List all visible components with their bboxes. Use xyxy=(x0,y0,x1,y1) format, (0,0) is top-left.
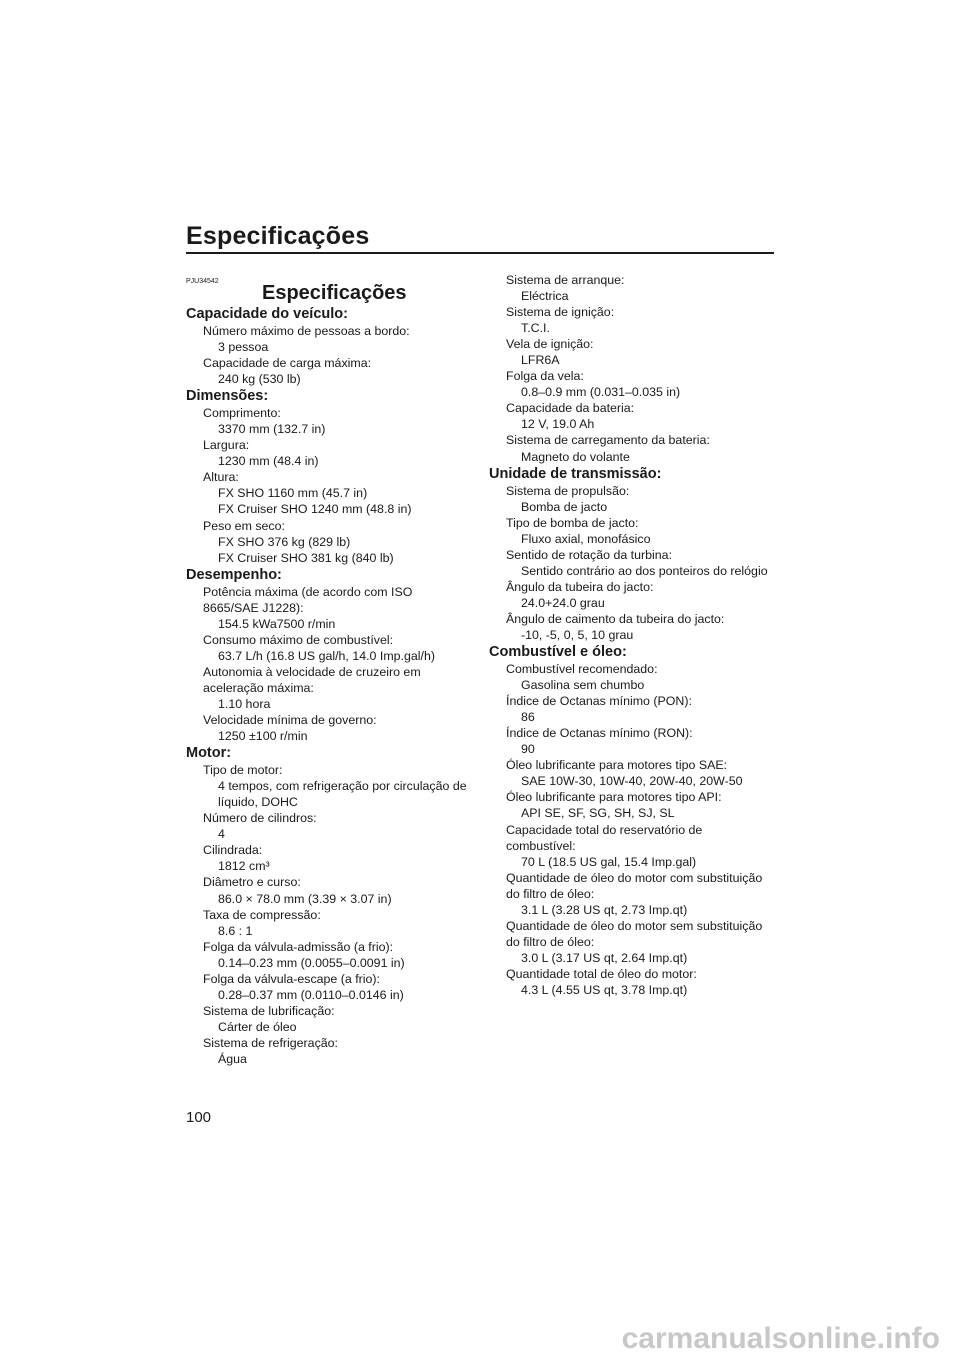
spec-label: Altura: xyxy=(203,470,239,485)
spec-label: Combustível recomendado: xyxy=(506,662,658,677)
spec-label: Velocidade mínima de governo: xyxy=(203,713,377,728)
spec-value: Bomba de jacto xyxy=(521,499,608,514)
spec-value: Água xyxy=(218,1051,247,1066)
spec-value: 4 tempos, com refrigeração por circulação de xyxy=(218,779,467,794)
spec-value: Sentido contrário ao dos ponteiros do relógio xyxy=(521,563,768,578)
spec-value: API SE, SF, SG, SH, SJ, SL xyxy=(521,806,675,821)
spec-value: Magneto do volante xyxy=(521,449,630,464)
spec-group-heading: Desempenho: xyxy=(186,566,282,583)
spec-label: Tipo de motor: xyxy=(203,763,283,778)
spec-group-heading: Dimensões: xyxy=(186,388,269,405)
spec-label: Tipo de bomba de jacto: xyxy=(506,515,639,530)
spec-label: Sistema de ignição: xyxy=(506,305,615,320)
spec-value: 90 xyxy=(521,742,535,757)
spec-value: SAE 10W-30, 10W-40, 20W-40, 20W-50 xyxy=(521,774,743,789)
spec-label: Sistema de propulsão: xyxy=(506,483,630,498)
spec-value: 0.28–0.37 mm (0.0110–0.0146 in) xyxy=(218,987,404,1002)
spec-label: Sistema de lubrificação: xyxy=(203,1003,335,1018)
spec-label: Sistema de arranque: xyxy=(506,273,625,287)
spec-label: 8665/SAE J1228): xyxy=(203,600,304,615)
spec-value: LFR6A xyxy=(521,353,560,368)
spec-label: Sistema de refrigeração: xyxy=(203,1035,338,1050)
spec-value: 1230 mm (48.4 in) xyxy=(218,454,319,469)
spec-label: Comprimento: xyxy=(203,406,281,421)
spec-value: 3370 mm (132.7 in) xyxy=(218,422,326,437)
spec-value: 1812 cm³ xyxy=(218,859,270,874)
spec-value: FX Cruiser SHO 381 kg (840 lb) xyxy=(218,550,394,565)
spec-value: líquido, DOHC xyxy=(218,795,298,810)
title-rule xyxy=(186,252,774,254)
spec-label: Quantidade de óleo do motor sem substituição xyxy=(506,918,763,933)
spec-label: do filtro de óleo: xyxy=(506,886,595,901)
spec-label: Folga da vela: xyxy=(506,369,584,384)
spec-value: 12 V, 19.0 Ah xyxy=(521,417,595,432)
spec-value: 4 xyxy=(218,827,225,842)
spec-value: 1250 ±100 r/min xyxy=(218,729,308,744)
spec-value: FX Cruiser SHO 1240 mm (48.8 in) xyxy=(218,502,412,517)
spec-value: 3.0 L (3.17 US qt, 2.64 Imp.qt) xyxy=(521,950,688,965)
spec-label: Autonomia à velocidade de cruzeiro em xyxy=(203,664,421,679)
spec-label: Diâmetro e curso: xyxy=(203,875,301,890)
spec-label: Número de cilindros: xyxy=(203,811,317,826)
spec-group-heading: Unidade de transmissão: xyxy=(489,465,662,482)
spec-value: 86 xyxy=(521,710,535,725)
spec-label: Peso em seco: xyxy=(203,518,285,533)
spec-label: Capacidade de carga máxima: xyxy=(203,356,372,371)
page-title: Especificações xyxy=(186,222,370,250)
left-column xyxy=(186,305,476,1067)
spec-value: 70 L (18.5 US gal, 15.4 Imp.gal) xyxy=(521,854,697,869)
spec-value: FX SHO 1160 mm (45.7 in) xyxy=(218,486,368,501)
spec-label: Índice de Octanas mínimo (PON): xyxy=(506,694,692,709)
spec-label: Capacidade total do reservatório de xyxy=(506,822,703,837)
spec-value: 24.0+24.0 grau xyxy=(521,595,605,610)
right-column xyxy=(489,272,779,998)
spec-value: 86.0 × 78.0 mm (3.39 × 3.07 in) xyxy=(218,891,392,906)
spec-group-heading: Motor: xyxy=(186,745,232,762)
spec-value: Cárter de óleo xyxy=(218,1019,297,1034)
spec-value: 63.7 L/h (16.8 US gal/h, 14.0 Imp.gal/h) xyxy=(218,648,435,663)
spec-label: Vela de ignição: xyxy=(506,337,594,352)
spec-value: Eléctrica xyxy=(521,289,569,304)
spec-value: 8.6 : 1 xyxy=(218,923,253,938)
section-title: Especificações xyxy=(262,282,407,304)
spec-value: FX SHO 376 kg (829 lb) xyxy=(218,534,351,549)
spec-value: 4.3 L (4.55 US qt, 3.78 Imp.qt) xyxy=(521,982,688,997)
spec-label: Índice de Octanas mínimo (RON): xyxy=(506,726,693,741)
spec-label: Sentido de rotação da turbina: xyxy=(506,547,673,562)
spec-label: Ângulo de caimento da tubeira do jacto: xyxy=(506,611,725,626)
spec-value: Gasolina sem chumbo xyxy=(521,678,645,693)
spec-label: Consumo máximo de combustível: xyxy=(203,632,394,647)
spec-value: 0.14–0.23 mm (0.0055–0.0091 in) xyxy=(218,955,405,970)
spec-value: 0.8–0.9 mm (0.031–0.035 in) xyxy=(521,385,681,400)
spec-label: Potência máxima (de acordo com ISO xyxy=(203,584,413,599)
spec-label: Quantidade de óleo do motor com substituição xyxy=(506,870,763,885)
spec-label: Capacidade da bateria: xyxy=(506,401,635,416)
spec-label: Taxa de compressão: xyxy=(203,907,321,922)
spec-label: aceleração máxima: xyxy=(203,680,314,695)
spec-value: Fluxo axial, monofásico xyxy=(521,531,651,546)
spec-label: Ângulo da tubeira do jacto: xyxy=(506,579,654,594)
spec-group-heading: Capacidade do veículo: xyxy=(186,306,348,322)
spec-group-heading: Combustível e óleo: xyxy=(489,644,627,661)
spec-value: 3.1 L (3.28 US qt, 2.73 Imp.qt) xyxy=(521,902,688,917)
watermark-text: carmanualsonline.info xyxy=(621,1322,940,1355)
spec-label: Quantidade total de óleo do motor: xyxy=(506,966,697,981)
spec-label: do filtro de óleo: xyxy=(506,934,595,949)
spec-label: Óleo lubrificante para motores tipo SAE: xyxy=(506,758,728,773)
spec-value: 240 kg (530 lb) xyxy=(218,372,301,387)
spec-label: Óleo lubrificante para motores tipo API: xyxy=(506,790,722,805)
spec-value: 154.5 kWa7500 r/min xyxy=(218,616,336,631)
spec-label: Cilindrada: xyxy=(203,843,263,858)
spec-label: Número máximo de pessoas a bordo: xyxy=(203,324,410,338)
spec-label: Largura: xyxy=(203,438,250,453)
spec-label: Sistema de carregamento da bateria: xyxy=(506,433,710,448)
spec-value: 1.10 hora xyxy=(218,696,271,711)
spec-label: Folga da válvula-escape (a frio): xyxy=(203,971,380,986)
spec-label: combustível: xyxy=(506,838,576,853)
section-code: PJU34542 xyxy=(186,278,219,285)
spec-value: 3 pessoa xyxy=(218,340,269,355)
spec-value: T.C.I. xyxy=(521,321,550,336)
spec-label: Folga da válvula-admissão (a frio): xyxy=(203,939,394,954)
page-number: 100 xyxy=(186,1109,212,1126)
spec-value: -10, -5, 0, 5, 10 grau xyxy=(521,627,634,642)
